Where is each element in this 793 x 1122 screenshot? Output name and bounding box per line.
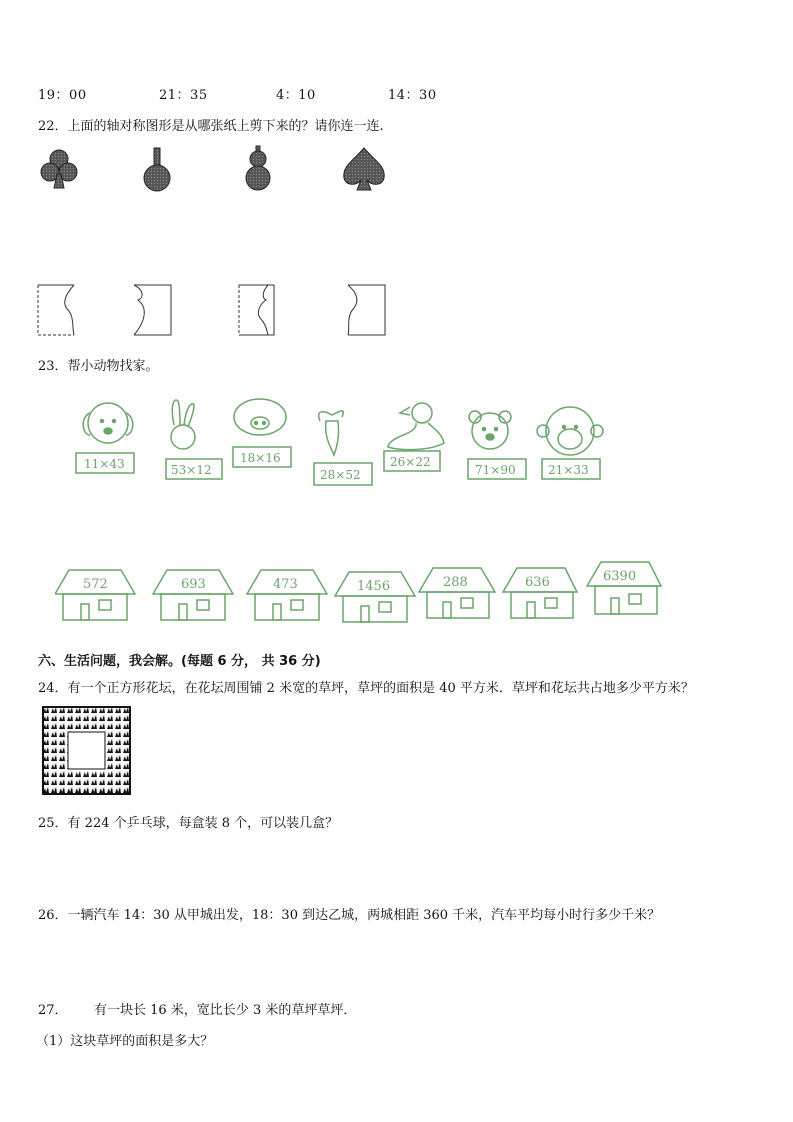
dog-icon[interactable] [76, 403, 134, 473]
q22-paper-cutouts [34, 282, 394, 338]
question-23-text: 23．帮小动物找家。 [38, 359, 159, 374]
section-6-heading: 六、生活问题，我会解。(每题 6 分， 共 36 分) [38, 654, 321, 669]
time-label-4: 14：30 [388, 88, 437, 103]
house-number-3: 473 [273, 577, 298, 592]
question-27-text: 有一块长 16 米，宽比长少 3 米的草坪草坪． [94, 1003, 357, 1018]
goat-icon[interactable] [314, 411, 372, 485]
animal-expr-2: 53×12 [171, 463, 212, 477]
bear-icon[interactable] [468, 411, 526, 479]
house-2[interactable] [153, 570, 233, 620]
time-label-3: 4：10 [276, 88, 316, 103]
question-26-text: 26．一辆汽车 14：30 从甲城出发，18：30 到达乙城，两城相距 360 千米，汽车平均每小时行多少千米？ [38, 908, 661, 923]
house-number-1: 572 [83, 577, 108, 592]
time-row [38, 84, 498, 102]
house-number-7: 6390 [603, 569, 637, 584]
monkey-icon[interactable] [537, 407, 603, 479]
q24-flowerbed-figure [42, 706, 132, 796]
rabbit-icon[interactable] [166, 400, 222, 479]
house-7[interactable] [587, 562, 661, 614]
question-24-text: 24．有一个正方形花坛，在花坛周围铺 2 米宽的草坪，草坪的面积是 40 平方米．草坪和花坛共占地多少平方米？ [38, 681, 694, 696]
q23-animals [70, 395, 630, 495]
pig-icon[interactable] [233, 399, 291, 467]
duck-icon[interactable] [384, 403, 444, 471]
house-5[interactable] [419, 568, 495, 618]
gourd-icon [246, 146, 270, 190]
q22-symmetric-shapes [30, 140, 410, 200]
bottle-icon [144, 148, 170, 191]
house-3[interactable] [247, 570, 327, 620]
paper-cutout-4[interactable] [348, 285, 385, 335]
time-label-1: 19：00 [38, 88, 87, 103]
club-icon [41, 150, 77, 188]
question-25-text: 25．有 224 个乒乓球，每盒装 8 个，可以装几盒？ [38, 816, 339, 831]
q23-houses [55, 560, 675, 626]
house-number-4: 1456 [357, 579, 391, 594]
question-27-number: 27． [38, 1003, 68, 1018]
house-1[interactable] [55, 570, 135, 620]
animal-expr-5: 26×22 [390, 455, 431, 469]
animal-expr-3: 18×16 [240, 451, 281, 465]
paper-cutout-1[interactable] [38, 285, 74, 335]
paper-cutout-2[interactable] [134, 285, 171, 335]
paper-cutout-3[interactable] [239, 285, 274, 335]
animal-expr-6: 71×90 [475, 463, 516, 477]
spade-icon [344, 148, 384, 190]
question-27-sub-1: （1）这块草坪的面积是多大？ [36, 1034, 214, 1049]
house-number-2: 693 [181, 577, 206, 592]
animal-expr-4: 28×52 [320, 468, 361, 482]
house-number-6: 636 [525, 575, 550, 590]
house-6[interactable] [503, 568, 577, 618]
time-label-2: 21：35 [159, 88, 208, 103]
house-number-5: 288 [443, 575, 468, 590]
house-4[interactable] [335, 572, 415, 622]
question-22-text: 22．上面的轴对称图形是从哪张纸上剪下来的？请你连一连. [38, 119, 384, 134]
animal-expr-1: 11×43 [84, 457, 125, 471]
animal-expr-7: 21×33 [548, 463, 589, 477]
